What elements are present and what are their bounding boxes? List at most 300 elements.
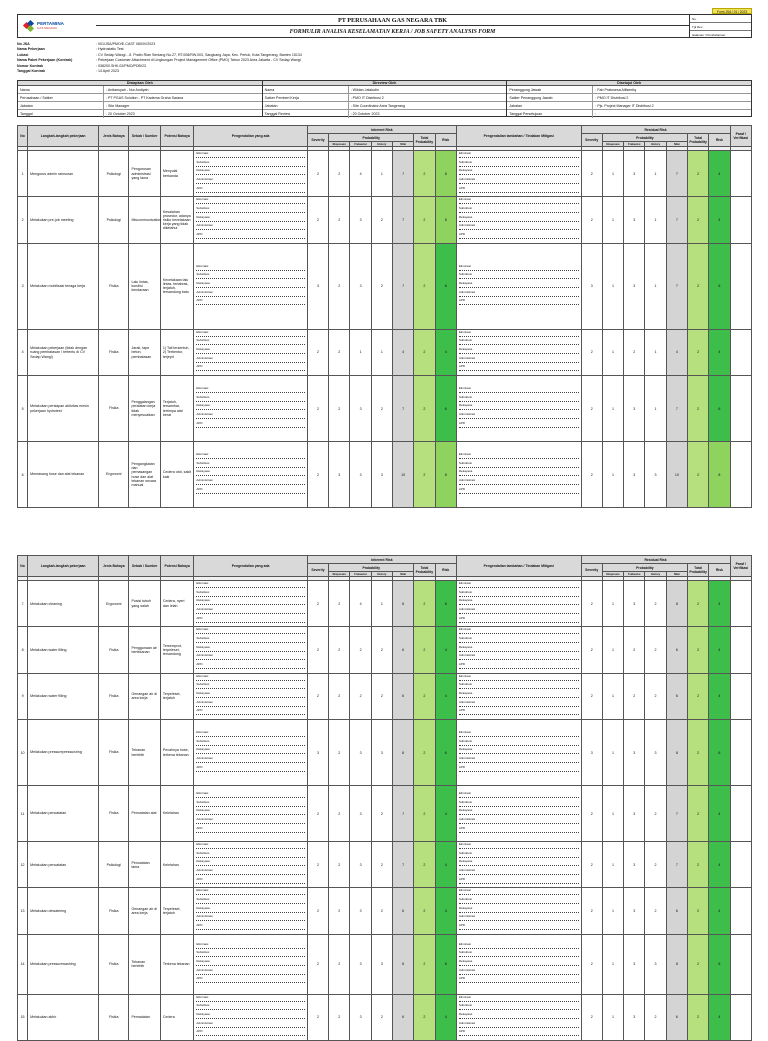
existing-control [194,243,308,329]
col-probability: Probability [602,564,687,572]
residual-value: 2 [581,786,602,842]
control-dotted-line [196,762,305,765]
hazard-potential: Menyulai berkanda [160,151,193,197]
residual-value: 4 [709,786,730,842]
inherent-value: 4 [435,888,456,934]
residual-value: 1 [602,243,623,329]
step-name: Memasang hose dan alat tekanan [28,442,99,508]
residual-value: 6 [709,243,730,329]
col-source: Sebab / Sumber [129,126,160,147]
residual-value: 3 [624,243,645,329]
control-dotted-line [459,409,579,412]
control-tag: APD [196,232,203,237]
inherent-value: 6 [435,720,456,786]
control-dotted-line [459,651,579,654]
col-mitigation: Pengendalian tambahan / Tindakan Mitigasi [456,556,581,577]
control-dotted-line [196,714,305,717]
residual-value: 7 [666,197,687,243]
col-potential: Potensi Bahaya [160,126,193,147]
residual-value: 3 [645,720,666,786]
control-tag: Substitusi [458,394,472,399]
residual-value: 2 [645,673,666,719]
control-dotted-line [459,736,579,739]
mitigation-control [456,151,581,197]
control-dotted-line [459,278,579,281]
table-row [18,673,752,719]
inherent-value: 4 [435,842,456,888]
residual-value: 1 [645,376,666,442]
inherent-value: 3 [329,442,350,508]
control-dotted-line [196,736,305,739]
hazard-potential: 1) Tali tersentuh, 2) Terbentur, terjepit [160,329,193,375]
residual-value: 2 [645,581,666,627]
step-name: Melakukan dewatering [28,888,99,934]
residual-value: 2 [581,842,602,888]
control-dotted-line [196,797,305,800]
hazard-potential: Cedera, nyeri dan lelah [160,581,193,627]
control-tag: Rekayasa [196,808,210,813]
control-tag: Administrasi [458,868,476,873]
control-tag: Eliminasi [458,627,471,632]
control-dotted-line [196,596,305,599]
residual-value: 2 [645,786,666,842]
control-dotted-line [459,427,579,430]
col-risk-level: Risk [435,564,456,577]
control-tag: Rekayasa [458,280,473,285]
inherent-value: 2 [329,376,350,442]
col-residual-risk: Residual Risk [581,556,730,564]
residual-value: 7 [666,243,687,329]
control-tag: Eliminasi [458,329,471,334]
control-dotted-line [196,883,305,886]
inherent-value: 2 [307,934,328,994]
inherent-value: 7 [392,376,413,442]
control-tag: Rekayasa [196,691,210,696]
control-dotted-line [459,362,579,365]
col-hazard-type: Jenis Bahaya [99,556,129,577]
control-tag: Substitusi [196,950,210,955]
control-tag: Rekayasa [458,691,473,696]
hazard-potential: Terpeleset, terjatuh [160,888,193,934]
inherent-value: 3 [350,243,371,329]
table-row [18,376,752,442]
residual-value: 8 [666,720,687,786]
reviewed-by: Direview Oleh Nama : Wildan Jalaludin Satker Pemberi Kerja : PMO IT Distribusi 2 Jabatan : Site Coordinator Area Tangerang Tanggal Review : 20 October 2023 [263,81,508,116]
control-dotted-line [459,467,579,470]
control-tag: Eliminasi [196,888,209,893]
inherent-value: 4 [350,151,371,197]
control-tag: Rekayasa [458,808,473,813]
control-dotted-line [459,296,579,299]
inherent-value: 2 [329,934,350,994]
residual-value: 3 [624,376,645,442]
hazard-source: Lalu lintas, kondisi kendaraan [129,243,160,329]
existing-control [194,581,308,627]
control-tag: Rekayasa [458,859,473,864]
mitigation-control [456,376,581,442]
control-tag: Eliminasi [196,842,209,847]
row-number: 5 [18,376,28,442]
inherent-value: 3 [350,934,371,994]
inherent-value: 1 [350,329,371,375]
control-tag: Administrasi [196,289,213,294]
info-row: Nomor Kontrak : 038200.SHK.02/PMO/PDB/23 [17,63,146,68]
control-dotted-line [459,948,579,951]
residual-value: 2 [645,842,666,888]
inherent-value: 2 [414,888,435,934]
residual-value: 1 [602,329,623,375]
control-dotted-line [196,1001,305,1004]
existing-control [194,197,308,243]
control-tag: Eliminasi [196,941,209,946]
info-row: Nama Pekerjaan : Hydrostatic Test [17,47,124,52]
step-name: Melakukan pressurepressurizing [28,720,99,786]
control-tag: Eliminasi [196,994,209,999]
control-tag: APD [196,976,203,981]
control-tag: Rekayasa [196,347,210,352]
col-paraf: Paraf / Verifikasi [730,556,751,577]
col-probability: Probability [329,564,414,572]
control-tag: Substitusi [458,338,472,343]
control-tag: Rekayasa [458,958,473,963]
residual-value: 1 [602,888,623,934]
control-dotted-line [459,956,579,959]
control-dotted-line [196,874,305,877]
residual-value: 4 [709,627,730,673]
inherent-value: 6 [435,581,456,627]
table-row [18,627,752,673]
control-dotted-line [459,848,579,851]
control-tag: APD [196,825,203,830]
residual-value: 2 [581,934,602,994]
inherent-value: 1 [371,329,392,375]
control-tag: Substitusi [458,799,472,804]
inherent-value: 7 [392,243,413,329]
inherent-value: 4 [435,627,456,673]
row-number: 15 [18,994,28,1040]
col-no: No [18,556,28,577]
residual-value: 3 [581,243,602,329]
inherent-value: 3 [307,243,328,329]
residual-value: 1 [602,376,623,442]
control-tag: Substitusi [196,159,210,164]
control-tag: Eliminasi [196,581,209,585]
inherent-value: 3 [350,442,371,508]
control-dotted-line [196,493,305,496]
jsa-table-2 [17,555,752,1041]
control-tag: Rekayasa [196,1012,210,1017]
control-dotted-line [459,221,579,224]
step-name: Melakukan pekerjaan (tidak dengan ruang pembatasan / tertentu di CV Sedap Wangi) [28,329,99,375]
jsa-sheet-page-1 [17,10,752,508]
residual-value: 2 [581,627,602,673]
col-residual-risk: Residual Risk [581,126,730,134]
inherent-value: 2 [307,627,328,673]
control-tag: APD [458,185,466,190]
control-tag: Eliminasi [458,385,471,390]
inherent-value: 2 [329,627,350,673]
control-tag: Substitusi [196,1003,210,1008]
row-number: 6 [18,442,28,508]
residual-value: 7 [666,376,687,442]
inherent-value: 2 [371,376,392,442]
residual-value: 1 [602,786,623,842]
control-dotted-line [196,659,305,662]
control-tag: Substitusi [458,636,472,641]
inherent-value: 3 [350,376,371,442]
existing-control [194,329,308,375]
control-tag: Substitusi [458,950,472,955]
control-dotted-line [459,336,579,339]
control-tag: Administrasi [458,177,476,182]
hazard-source: Pencatatan lama [129,842,160,888]
control-dotted-line [459,1001,579,1004]
residual-value: 8 [666,581,687,627]
table-row [18,994,752,1040]
control-dotted-line [196,362,305,365]
control-tag: APD [196,364,203,369]
step-name: Melakukan pressurewashing [28,934,99,994]
hazard-source: Genangan air di area kerja [129,888,160,934]
control-dotted-line [459,832,579,835]
control-tag: Rekayasa [458,403,473,408]
control-tag: Rekayasa [458,1012,473,1017]
step-name: Melakukan pencatatan [28,786,99,842]
hazard-potential: Kelelahan [160,842,193,888]
residual-value: 3 [624,442,645,508]
residual-value: 1 [645,151,666,197]
control-tag: Eliminasi [196,263,209,268]
inherent-value: 2 [371,994,392,1040]
control-tag: APD [458,615,466,620]
inherent-value: 2 [414,581,435,627]
residual-value: 4 [709,581,730,627]
document-meta [689,15,751,37]
inherent-value: 4 [435,673,456,719]
control-tag: Eliminasi [196,790,209,795]
control-tag: APD [458,876,466,881]
control-dotted-line [196,668,305,671]
inherent-value: 3 [371,442,392,508]
inherent-value: 8 [435,151,456,197]
mitigation-control [456,627,581,673]
hazard-potential: Kecelakaan lalu lintas, tertabrak, terjatuh, tersandung batu [160,243,193,329]
paraf-cell [730,627,751,673]
table-row [18,934,752,994]
control-dotted-line [196,278,305,281]
residual-value: 2 [581,329,602,375]
control-dotted-line [459,304,579,307]
control-tag: Eliminasi [458,941,471,946]
mitigation-control [456,720,581,786]
control-tag: APD [196,486,203,491]
inherent-value: 3 [350,786,371,842]
col-prob-sub: Frekuensi [350,572,371,577]
residual-value: 2 [581,376,602,442]
inherent-value: 2 [371,888,392,934]
form-number: Form JSA / 01 / 2023 [712,8,752,14]
inherent-value: 3 [307,720,328,786]
control-dotted-line [196,832,305,835]
col-prob-sub: Nilai [666,572,687,577]
control-tag: Rekayasa [458,347,473,352]
control-dotted-line [459,797,579,800]
control-dotted-line [196,287,305,290]
control-tag: Substitusi [458,738,472,743]
inherent-value: 2 [307,786,328,842]
control-tag: Substitusi [458,589,472,594]
residual-value: 2 [687,442,708,508]
residual-value: 3 [624,197,645,243]
control-dotted-line [196,157,305,160]
control-tag: Administrasi [196,653,213,658]
control-tag: Administrasi [196,177,213,182]
table-row [18,842,752,888]
residual-value: 4 [709,329,730,375]
paraf-cell [730,197,751,243]
hazard-type: Fisika [99,329,129,375]
control-tag: Eliminasi [196,673,209,678]
inherent-value: 6 [392,627,413,673]
existing-control [194,720,308,786]
residual-value: 1 [645,197,666,243]
inherent-value: 2 [329,888,350,934]
col-severity: Severity [581,564,602,577]
control-dotted-line [196,166,305,169]
control-tag: Eliminasi [196,385,209,390]
control-tag: Substitusi [196,850,210,855]
residual-value: 1 [602,627,623,673]
existing-control [194,888,308,934]
residual-value: 2 [581,442,602,508]
control-tag: APD [196,923,203,928]
control-dotted-line [459,706,579,709]
control-tag: Eliminasi [196,151,209,155]
col-steps: Langkah-langkah pekerjaan [28,556,99,577]
control-dotted-line [459,929,579,932]
control-tag: APD [458,976,466,981]
control-dotted-line [459,229,579,232]
control-tag: Substitusi [458,272,472,277]
control-dotted-line [196,680,305,683]
residual-value: 2 [687,243,708,329]
residual-value: 2 [581,888,602,934]
control-dotted-line [196,401,305,404]
control-tag: APD [196,708,203,713]
inherent-value: 8 [392,581,413,627]
inherent-value: 4 [392,329,413,375]
control-tag: Substitusi [196,738,210,743]
inherent-value: 6 [435,376,456,442]
control-dotted-line [459,604,579,607]
residual-value: 2 [687,197,708,243]
control-tag: APD [196,420,203,425]
control-dotted-line [459,659,579,662]
col-existing-control: Pengendalian yang ada [194,556,308,577]
control-tag: Administrasi [196,914,213,919]
control-tag: Administrasi [196,477,213,482]
control-tag: Substitusi [458,206,472,211]
control-dotted-line [459,865,579,868]
control-tag: Eliminasi [458,151,471,155]
inherent-value: 2 [371,197,392,243]
inherent-value: 8 [392,934,413,994]
control-tag: Rekayasa [196,747,210,752]
control-tag: APD [458,1029,466,1034]
control-tag: Administrasi [196,1020,213,1025]
mitigation-control [456,934,581,994]
control-tag: Administrasi [196,967,213,972]
control-dotted-line [196,806,305,809]
col-steps: Langkah-langkah pekerjaan [28,126,99,147]
table-row [18,786,752,842]
col-prob-sub: Nilai [666,142,687,147]
control-dotted-line [459,622,579,625]
control-tag: Substitusi [196,589,210,594]
residual-value: 4 [709,673,730,719]
paraf-cell [730,329,751,375]
hazard-type: Ergonomi [99,581,129,627]
row-number: 10 [18,720,28,786]
control-dotted-line [196,622,305,625]
hazard-potential: Kesalahan prosedur, adanya risiko kecelakaan kerja yang tidak diketahui [160,197,193,243]
residual-value: 3 [624,786,645,842]
control-tag: Substitusi [196,897,210,902]
control-tag: APD [196,298,203,303]
existing-control [194,994,308,1040]
inherent-value: 2 [414,243,435,329]
table-row [18,720,752,786]
job-info [17,42,752,80]
hazard-source: Tekanan berlebih [129,720,160,786]
hazard-potential: Terkena tekanan [160,934,193,994]
control-tag: Rekayasa [196,403,210,408]
control-dotted-line [196,418,305,421]
hazard-type: Fisika [99,934,129,994]
hazard-source: Pengangkatan dan pemasangan hose dan alat tekanan secara manual [129,442,160,508]
mitigation-control [456,786,581,842]
prepared-by: Disiapkan Oleh Nama : Ardiansyah - Nur Andiyah Perusahaan / Satker : PT PGAS Solution - PT Kadema Graha Sarana Jabatan : Site Manager Tanggal : 20 October 2023 [18,81,263,116]
col-probability: Probability [602,134,687,142]
control-tag: Administrasi [458,477,476,482]
col-severity: Severity [307,564,328,577]
inherent-value: 4 [350,581,371,627]
col-severity: Severity [581,134,602,147]
control-tag: Rekayasa [458,905,473,910]
residual-value: 3 [624,151,645,197]
control-tag: Administrasi [458,816,476,821]
hazard-type: Fisika [99,243,129,329]
control-tag: Eliminasi [458,451,471,456]
step-name: Melakukan pre-job meeting [28,197,99,243]
control-dotted-line [459,874,579,877]
control-dotted-line [459,418,579,421]
mitigation-control [456,842,581,888]
control-dotted-line [196,633,305,636]
control-dotted-line [459,965,579,968]
inherent-value: 2 [414,197,435,243]
control-tag: Substitusi [196,682,210,687]
mitigation-control [456,329,581,375]
hazard-type: Ergonomi [99,442,129,508]
col-prob-sub: Eksposure [329,572,350,577]
inherent-value: 2 [414,934,435,994]
row-number: 12 [18,842,28,888]
inherent-value: 2 [414,442,435,508]
hazard-source: Genangan air di area kerja [129,673,160,719]
control-dotted-line [196,370,305,373]
control-tag: Administrasi [458,967,476,972]
